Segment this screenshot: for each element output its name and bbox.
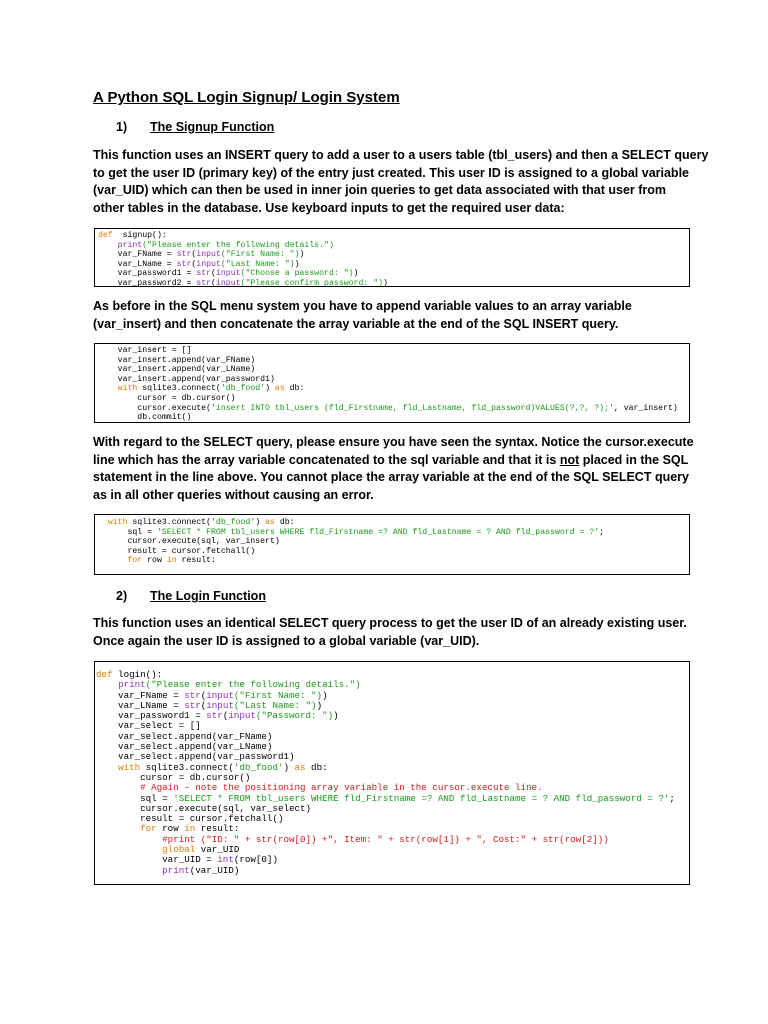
code-token: result:: [195, 823, 240, 835]
code-token: input: [196, 250, 221, 260]
code-token: 'db_food': [211, 518, 256, 527]
code-token: var_password1 =: [98, 269, 197, 279]
code-token: [113, 231, 123, 240]
code-token: global: [162, 844, 196, 856]
code-token: var_LName =: [96, 699, 185, 711]
code-token: 'insert INTO tbl_users (fld_Firstname, fld_Lastname, fld_password)VALUES(?,?, ?);': [211, 403, 614, 413]
text-line: This function uses an identical SELECT query process to get the user ID of an already existing user.: [93, 616, 687, 630]
code-token: str: [184, 699, 201, 711]
code-block-select: [94, 514, 690, 575]
code-token: var_password1 =: [96, 710, 207, 722]
code-line: [98, 537, 686, 547]
code-token: var_insert.append(var_LName): [98, 365, 256, 375]
text-segment: placed in the SQL: [579, 452, 689, 467]
code-token: with: [107, 518, 128, 527]
code-block-login: [94, 661, 690, 885]
code-token: in: [166, 556, 177, 566]
text-line: Once again the user ID is assigned to a global variable (var_UID).: [93, 633, 480, 648]
section-number: 2): [116, 589, 128, 603]
code-line: [98, 413, 686, 423]
code-token: var_password2 =: [98, 278, 197, 287]
code-token: var_FName =: [98, 250, 177, 260]
code-token: sqlite3.connect(: [140, 761, 234, 773]
text-line: to get the user ID (primary key) of the entry just created. This user ID is assigned to a global variable: [93, 165, 689, 180]
code-token: sqlite3.connect(: [137, 384, 221, 394]
code-token: result = cursor.fetchall(): [98, 546, 256, 556]
code-token: with: [117, 384, 138, 394]
code-line: [98, 231, 686, 241]
code-line: [98, 260, 686, 270]
code-token: str: [196, 278, 212, 287]
code-token: ("Last Name: "): [233, 699, 317, 711]
code-token: (: [200, 699, 207, 711]
code-line: [98, 384, 686, 394]
code-line: [98, 404, 686, 414]
code-token: var_UID: [195, 844, 240, 856]
text-line: [93, 452, 693, 470]
code-line: [98, 356, 686, 366]
code-line: [96, 866, 686, 876]
code-token: print: [118, 679, 146, 691]
code-token: ("Choose a password: "): [240, 269, 354, 279]
code-token: ;: [599, 527, 605, 537]
insert-description: [93, 298, 693, 333]
code-text: [95, 344, 689, 423]
code-token: ): [316, 699, 323, 711]
code-token: cursor.execute(: [98, 403, 212, 413]
code-text: [95, 515, 689, 568]
code-token: (: [191, 250, 197, 260]
code-line: [98, 241, 686, 251]
text-line: With regard to the SELECT query, please ensure you have seen the syntax. Notice the cursor.execute: [93, 435, 694, 449]
code-token: var_insert.append(var_FName): [98, 355, 256, 365]
code-token: sql =: [96, 792, 174, 804]
code-token: db:: [305, 761, 328, 773]
section-label: The Signup Function: [150, 120, 275, 134]
code-token: ;: [669, 792, 675, 804]
code-token: ): [283, 761, 295, 773]
code-token: cursor = db.cursor(): [96, 771, 251, 783]
code-block-signup: [94, 228, 690, 287]
code-token: (: [222, 710, 229, 722]
code-line: [98, 250, 686, 260]
code-line: [98, 518, 686, 528]
code-token: var_FName =: [96, 689, 185, 701]
code-token: str: [184, 689, 201, 701]
code-token: str: [206, 710, 223, 722]
code-token: [98, 556, 127, 565]
code-line: [98, 375, 686, 385]
text-line: statement in the line above. You cannot place the array variable at the end of the SQL SELECT query: [93, 470, 689, 484]
code-token: sql =: [98, 527, 157, 537]
code-token: for: [127, 556, 143, 566]
code-token: row: [156, 823, 185, 835]
code-token: sqlite3.connect(: [127, 518, 212, 527]
text-line: As before in the SQL menu system you have to append variable values to an array variable: [93, 299, 632, 313]
code-token: input: [206, 699, 234, 711]
code-token: str: [176, 259, 192, 269]
section-label: The Login Function: [150, 589, 266, 603]
code-token: var_insert = []: [98, 346, 192, 355]
code-token: print: [117, 240, 143, 250]
code-token: (row[0]): [233, 854, 278, 866]
code-token: ("Please enter the following details."): [142, 240, 334, 250]
text-segment: line which has the array variable concatenated to the sql variable and that it is: [93, 452, 560, 467]
text-line: This function uses an INSERT query to add a user to a users table (tbl_users) and then a SELECT query: [93, 148, 709, 162]
code-token: str: [196, 269, 212, 279]
section-number: 1): [116, 120, 128, 134]
code-token: ): [255, 518, 266, 527]
code-token: ): [294, 259, 300, 269]
code-token: ): [383, 278, 388, 287]
code-token: (: [200, 689, 207, 701]
code-token: row: [142, 556, 167, 566]
code-token: with: [118, 761, 141, 773]
code-token: input: [215, 269, 241, 279]
code-token: db.commit(): [98, 413, 192, 423]
code-line: [98, 365, 686, 375]
section-heading-login: [116, 589, 266, 603]
code-token: ("First Name: "): [220, 250, 300, 260]
code-token: cursor.execute(sql, var_select): [96, 802, 312, 814]
code-token: input: [215, 278, 241, 287]
code-token: var_select.append(var_FName): [96, 730, 273, 742]
page-title: A Python SQL Login Signup/ Login System: [93, 89, 400, 106]
signup-description: [93, 147, 709, 217]
code-token: var_select.append(var_password1): [96, 751, 295, 763]
code-token: str: [176, 250, 192, 260]
code-token: input: [196, 259, 221, 269]
code-token: (var_UID): [189, 864, 240, 876]
code-token: cursor.execute(sql, var_insert): [98, 537, 280, 547]
code-token: var_select = []: [96, 720, 201, 732]
code-token: var_select.append(var_LName): [96, 741, 273, 753]
code-token: (: [211, 278, 216, 287]
code-token: result:: [176, 556, 216, 566]
code-token: ): [322, 689, 328, 701]
text-line: (var_insert) and then concatenate the array variable at the end of the SQL INSERT query.: [93, 316, 619, 331]
code-token: (: [211, 269, 216, 279]
code-token: 'db_food': [233, 761, 284, 773]
code-token: #print ("ID: " + str(row[0]) +", Item: " + str(row[1]) + ", Cost:" + str(row[2])): [162, 833, 609, 845]
code-token: in: [184, 823, 196, 835]
code-token: var_LName =: [98, 259, 177, 269]
code-token: login():: [112, 669, 163, 680]
code-line: [98, 556, 686, 566]
code-text: [95, 662, 689, 878]
code-token: signup():: [122, 231, 167, 240]
text-line: as in all other queries without causing an error.: [93, 487, 374, 502]
code-token: input: [206, 689, 234, 701]
code-token: 'SELECT * FROM tbl_users WHERE fld_Firstname =? AND fld_Lastname = ? AND fld_password = ?': [173, 792, 670, 804]
code-token: 'db_food': [220, 384, 266, 394]
login-description: [93, 615, 693, 650]
code-line: [98, 528, 686, 538]
code-token: int: [217, 854, 234, 866]
code-token: as: [294, 761, 306, 773]
code-token: as: [274, 384, 285, 394]
code-token: db:: [274, 518, 295, 527]
code-token: db:: [284, 384, 305, 394]
code-text: [95, 229, 689, 287]
code-line: [98, 269, 686, 279]
code-token: ): [299, 250, 305, 260]
code-token: ("Last Name: "): [220, 259, 295, 269]
code-block-insert: [94, 343, 690, 423]
code-token: def: [96, 669, 113, 680]
code-token: ("Please confirm password: "): [240, 278, 384, 287]
code-line: [98, 547, 686, 557]
code-token: var_insert.append(var_password1): [98, 374, 275, 384]
code-line: [98, 346, 686, 356]
code-token: as: [265, 518, 275, 527]
code-token: [98, 241, 118, 250]
text-line: other tables in the database. Use keyboard inputs to get the required user data:: [93, 200, 565, 215]
code-token: cursor = db.cursor(): [98, 393, 236, 403]
code-token: [98, 518, 108, 527]
code-token: (: [191, 259, 197, 269]
code-token: input: [228, 710, 256, 722]
code-token: ("Please enter the following details."): [145, 679, 361, 691]
code-token: [98, 384, 118, 393]
section-heading-signup: [116, 120, 274, 134]
code-token: ): [333, 710, 339, 722]
code-token: ("Password: "): [255, 710, 334, 722]
code-token: , var_insert): [613, 403, 678, 413]
code-line: [98, 394, 686, 404]
underlined-word: not: [559, 452, 580, 467]
code-token: # Again - note the positioning array variable in the cursor.execute line.: [140, 782, 543, 794]
code-token: ("First Name: "): [233, 689, 323, 701]
code-line: [98, 279, 686, 287]
text-line: (var_UID) which can then be used in inner join queries to get data associated with that user from: [93, 183, 667, 197]
code-token: 'SELECT * FROM tbl_users WHERE fld_Firstname =? AND fld_Lastname = ? AND fld_password = ?': [156, 527, 600, 537]
code-token: result = cursor.fetchall(): [96, 813, 284, 825]
code-token: def: [98, 231, 113, 240]
code-token: [96, 865, 162, 876]
code-token: var_UID =: [96, 854, 218, 866]
select-description: [93, 434, 693, 504]
code-token: print: [162, 864, 190, 876]
code-token: ): [265, 384, 275, 394]
code-token: ): [353, 269, 359, 279]
code-token: for: [140, 823, 157, 835]
